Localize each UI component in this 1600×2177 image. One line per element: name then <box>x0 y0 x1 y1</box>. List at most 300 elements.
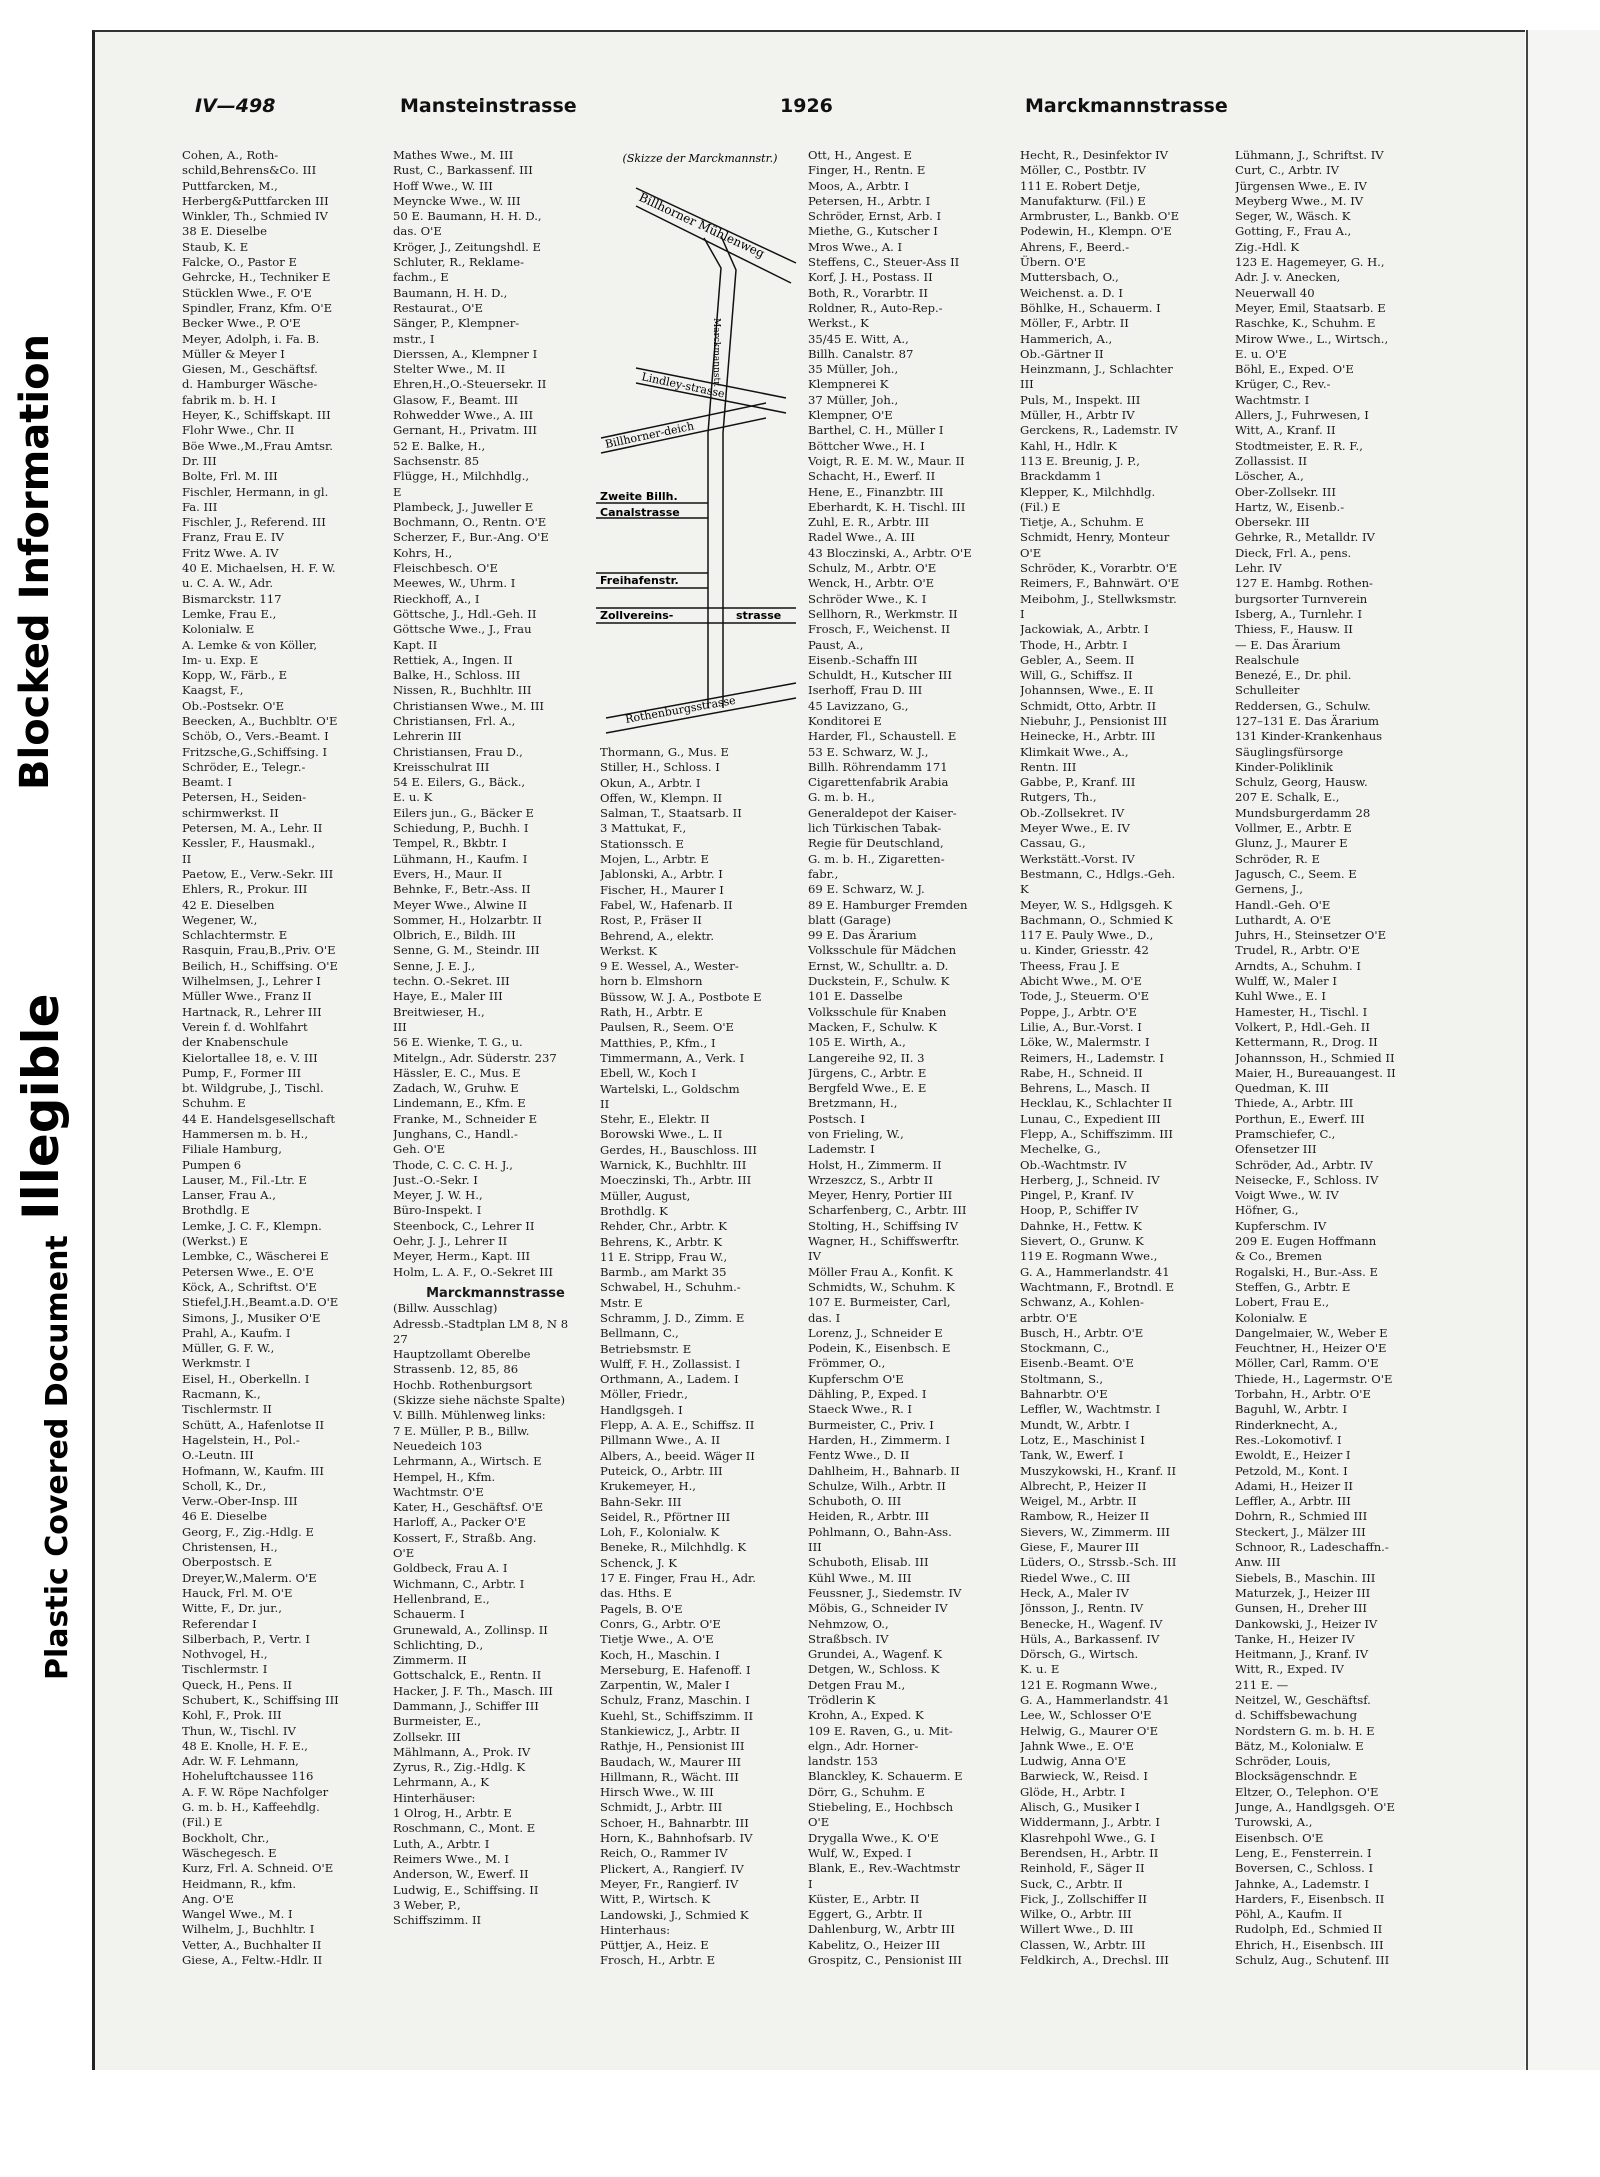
directory-entry: Queck, H., Pens. II <box>182 1677 292 1692</box>
page-number: IV—498 <box>195 95 276 117</box>
directory-entry: O'E <box>808 1815 830 1830</box>
directory-entry: Werkst. K <box>600 943 658 958</box>
directory-entry: Moos, A., Arbtr. I <box>808 178 909 193</box>
directory-entry: Schulz, Franz, Maschin. I <box>600 1693 750 1708</box>
directory-entry: Brothdlg. E <box>182 1203 250 1218</box>
map-label-marckmannstr: Marckmannstr. <box>711 318 721 388</box>
directory-entry: Siebels, B., Maschin. III <box>1235 1570 1376 1585</box>
directory-entry: Werkst., K <box>808 316 869 331</box>
directory-entry: Witt, A., Kranf. II <box>1235 423 1336 438</box>
directory-entry: Fritz Wwe. A. IV <box>182 545 279 560</box>
directory-entry: Ott, H., Angest. E <box>808 148 912 162</box>
directory-entry: Schlachtermstr. E <box>182 928 288 943</box>
directory-entry: Glasow, F., Beamt. III <box>393 392 519 407</box>
directory-entry: Brothdlg. K <box>600 1203 668 1218</box>
directory-entry: Kessler, F., Hausmakl., <box>182 836 316 851</box>
directory-entry: & Co., Bremen <box>1235 1249 1322 1264</box>
directory-entry: Berendsen, H., Arbtr. II <box>1020 1845 1159 1860</box>
directory-entry: Theess, Frau J. E <box>1020 958 1120 973</box>
directory-entry: Dierssen, A., Klempner I <box>393 346 538 361</box>
directory-entry: Mundt, W., Arbtr. I <box>1020 1417 1130 1432</box>
directory-entry: Barmb., am Markt 35 <box>600 1265 727 1280</box>
directory-entry: Langereihe 92, II. 3 <box>808 1050 925 1065</box>
directory-entry: Filiale Hamburg, <box>182 1142 282 1157</box>
directory-entry: 209 E. Eugen Hoffmann <box>1235 1234 1377 1249</box>
directory-entry: (Fil.) E <box>182 1815 223 1830</box>
directory-entry: O'E <box>393 1546 415 1561</box>
directory-entry: Heinecke, H., Arbtr. III <box>1020 729 1156 744</box>
directory-entry: Müller, G. F. W., <box>182 1341 275 1356</box>
directory-entry: 53 E. Schwarz, W. J., <box>808 744 929 759</box>
directory-entry: Ob.-Zollsekret. IV <box>1020 805 1125 820</box>
directory-entry: Gotting, F., Frau A., <box>1235 224 1352 239</box>
directory-entry: Mählmann, A., Prok. IV <box>393 1744 531 1759</box>
directory-entry: Meyncke Wwe., W. III <box>393 193 521 208</box>
directory-entry: Petersen Wwe., E. O'E <box>182 1264 314 1279</box>
directory-entry: Baudach, W., Maurer III <box>600 1754 742 1769</box>
directory-entry: Both, R., Vorarbtr. II <box>808 285 928 300</box>
map-label-lindley-strasse: Lindley-strasse <box>640 370 726 401</box>
directory-entry: Burmeister, E., <box>393 1714 482 1729</box>
directory-entry: 119 E. Rogmann Wwe., <box>1020 1249 1158 1264</box>
directory-column-4 <box>808 148 1013 2008</box>
directory-entry: 7 E. Müller, P. B., Billw. <box>393 1423 530 1438</box>
directory-entry: Nissen, R., Buchhltr. III <box>393 683 532 698</box>
directory-entry: Paust, A., <box>808 637 864 652</box>
directory-entry: Eilers jun., G., Bäcker E <box>393 805 534 820</box>
directory-entry: Hässler, E. C., Mus. E <box>393 1065 521 1080</box>
directory-entry: Fa. III <box>182 499 218 514</box>
directory-entry: Baumann, H. H. D., <box>393 285 508 300</box>
directory-entry: Luthardt, A. O'E <box>1235 912 1332 927</box>
directory-entry: Lembke, C., Wäscherei E <box>182 1249 329 1264</box>
directory-entry: Behrens, K., Arbtr. K <box>600 1234 723 1249</box>
directory-entry: Thiess, F., Hausw. II <box>1235 622 1353 637</box>
directory-entry: Schacht, H., Ewerf. II <box>808 469 936 484</box>
directory-entry: Gernant, H., Privatm. III <box>393 423 537 438</box>
directory-entry: Holst, H., Zimmerm. II <box>808 1157 942 1172</box>
directory-entry: Gebler, A., Seem. II <box>1020 652 1135 667</box>
directory-entry: 42 E. Dieselben <box>182 897 275 912</box>
directory-entry: Zyrus, R., Zig.-Hdlg. K <box>393 1760 526 1775</box>
directory-entry: Adressb.-Stadtplan LM 8, N 8 <box>393 1316 569 1331</box>
directory-entry: schild,Behrens&Co. III <box>182 163 317 178</box>
directory-entry: Schulze, Wilh., Arbtr. II <box>808 1478 946 1493</box>
directory-entry: Schuboth, O. III <box>808 1494 902 1509</box>
directory-entry: Blocksägenschndr. E <box>1235 1769 1358 1784</box>
directory-entry: Giese, F., Maurer III <box>1020 1540 1139 1555</box>
directory-entry: Hirsch Wwe., W. III <box>600 1785 714 1800</box>
directory-entry: 37 Müller, Joh., <box>808 392 899 407</box>
directory-entry: Hecklau, K., Schlachter II <box>1020 1096 1173 1111</box>
directory-entry: Voigt Wwe., W. IV <box>1235 1188 1339 1203</box>
directory-entry: Res.-Lokomotivf. I <box>1235 1432 1342 1447</box>
directory-entry: Weigel, M., Arbtr. II <box>1020 1494 1137 1509</box>
directory-entry: Barthel, C. H., Müller I <box>808 423 944 438</box>
directory-entry: Paetow, E., Verw.-Sekr. III <box>182 866 334 881</box>
directory-entry: Simons, J., Musiker O'E <box>182 1310 321 1325</box>
directory-entry: Heinzmann, J., Schlachter <box>1020 362 1173 377</box>
directory-entry: Gehrke, R., Metalldr. IV <box>1235 530 1375 545</box>
blocked-information-label: Blocked Information <box>12 333 58 790</box>
directory-entry: Petersen, M. A., Lehr. II <box>182 821 323 836</box>
directory-entry: Neuerwall 40 <box>1235 285 1315 300</box>
directory-entry: Glöde, H., Arbtr. I <box>1020 1784 1125 1799</box>
directory-entry: Kohrs, H., <box>393 545 453 560</box>
directory-entry: Albers, A., beeid. Wäger II <box>600 1448 755 1463</box>
directory-entry: Dangelmaier, W., Weber E <box>1235 1325 1388 1340</box>
directory-entry: Hagelstein, H., Pol.- <box>182 1432 300 1447</box>
directory-entry: 52 E. Balke, H., <box>393 438 486 453</box>
directory-entry: Ehlers, R., Prokur. III <box>182 882 308 897</box>
map-label-canalstrasse: Canalstrasse <box>600 506 680 519</box>
directory-entry: Jahnke, A., Lademstr. I <box>1235 1876 1369 1891</box>
directory-entry: Pump, F., Former III <box>182 1065 302 1080</box>
directory-entry: Kröger, J., Zeitungshdl. E <box>393 239 541 254</box>
directory-entry: Meyer, W. S., Hdlgsgeh. K <box>1020 897 1173 912</box>
directory-entry: Stolting, H., Schiffsing IV <box>808 1218 959 1233</box>
directory-entry: Offen, W., Klempn. II <box>600 790 723 805</box>
directory-entry: K. u. E <box>1020 1662 1060 1677</box>
directory-entry: Göttsche Wwe., J., Frau <box>393 622 532 637</box>
directory-entry: Stehr, E., Elektr. II <box>600 1112 710 1127</box>
directory-entry: Allers, J., Fuhrwesen, I <box>1235 408 1369 423</box>
directory-entry: Frosch, H., Arbtr. E <box>600 1953 716 1968</box>
directory-entry: Böttcher Wwe., H. I <box>808 438 925 453</box>
directory-entry: Meyer Wwe., Alwine II <box>393 897 528 912</box>
directory-entry: Rettiek, A., Ingen. II <box>393 652 513 667</box>
directory-entry: Turowski, A., <box>1235 1815 1313 1830</box>
directory-entry: Tanke, H., Heizer IV <box>1235 1631 1355 1646</box>
directory-entry: Merseburg, E. Hafenoff. I <box>600 1662 751 1677</box>
directory-entry: Bolte, Frl. M. III <box>182 469 278 484</box>
directory-entry: Sachsenstr. 85 <box>393 453 480 468</box>
directory-entry: Becker Wwe., P. O'E <box>182 316 301 331</box>
directory-entry: Hoff Wwe., W. III <box>393 178 493 193</box>
directory-entry: Möller, Friedr., <box>600 1387 688 1402</box>
directory-entry: Tietje Wwe., A. O'E <box>600 1632 714 1647</box>
directory-entry: Ober-Zollsekr. III <box>1235 484 1336 499</box>
directory-entry: u. C. A. W., Adr. <box>182 576 274 591</box>
directory-entry: Busch, H., Arbtr. O'E <box>1020 1325 1144 1340</box>
directory-entry: Bätz, M., Kolonialw. E <box>1235 1738 1364 1753</box>
directory-entry: Manufakturw. (Fil.) E <box>1020 193 1146 208</box>
directory-entry: Lehrmann, A., Wirtsch. E <box>393 1454 542 1469</box>
directory-entry: Hoop, P., Schiffer IV <box>1020 1203 1139 1218</box>
directory-entry: Eisenb.-Beamt. O'E <box>1020 1356 1134 1371</box>
directory-entry: E. u. K <box>393 790 433 805</box>
directory-entry: Hartnack, R., Lehrer III <box>182 1004 322 1019</box>
directory-entry: 123 E. Hagemeyer, G. H., <box>1235 255 1385 270</box>
directory-entry: Reddersen, G., Schulw. <box>1235 698 1371 713</box>
directory-entry: Armbruster, L., Bankb. O'E <box>1020 209 1180 224</box>
directory-entry: Meyer, Herm., Kapt. III <box>393 1249 531 1264</box>
directory-entry: Hofmann, W., Kaufm. III <box>182 1463 324 1478</box>
directory-entry: Miethe, G., Kutscher I <box>808 224 938 239</box>
directory-entry: Krüger, C., Rev.- <box>1235 377 1331 392</box>
directory-entry: Leng, E., Fensterrein. I <box>1235 1845 1372 1860</box>
map-label-rothenburgsstrasse: Rothenburgsstrasse <box>624 693 737 726</box>
directory-entry: Eisenbsch. O'E <box>1235 1830 1324 1845</box>
directory-entry: Tank, W., Ewerf. I <box>1020 1448 1124 1463</box>
directory-entry: Lemke, J. C. F., Klempn. <box>182 1218 322 1233</box>
directory-entry: Macken, F., Schulw. K <box>808 1019 937 1034</box>
directory-entry: Mathes Wwe., M. III <box>393 148 514 162</box>
street-sketch-map <box>596 148 804 738</box>
directory-entry: Staeck Wwe., R. I <box>808 1402 913 1417</box>
directory-entry: Behrens, L., Masch. II <box>1020 1081 1151 1096</box>
directory-entry: Weichenst. a. D. I <box>1020 285 1123 300</box>
directory-entry: Jackowiak, A., Arbtr. I <box>1020 622 1149 637</box>
map-label-billhorner-muehlenweg: Billhorner Mühlenweg <box>636 190 767 261</box>
directory-entry: Ernst, W., Schulltr. a. D. <box>808 958 949 973</box>
directory-column-2 <box>393 148 598 2008</box>
directory-entry: Christiansen, Frl. A., <box>393 713 516 728</box>
directory-entry: Schröder, K., Vorarbtr. O'E <box>1020 561 1178 576</box>
directory-entry: Krukemeyer, H., <box>600 1479 696 1494</box>
directory-entry: Meyer, J. W. H., <box>393 1188 483 1203</box>
directory-entry: O'E <box>1020 545 1042 560</box>
directory-entry: techn. O.-Sekret. III <box>393 974 510 989</box>
directory-entry: Goldbeck, Frau A. I <box>393 1561 508 1576</box>
directory-entry: Tischlermstr. II <box>182 1402 272 1417</box>
directory-entry: fachm., E <box>393 270 449 285</box>
directory-entry: Junghans, C., Handl.- <box>393 1127 518 1141</box>
directory-entry: Rinderknecht, A., <box>1235 1417 1338 1432</box>
directory-entry: A. Lemke & von Köller, <box>182 637 318 652</box>
directory-entry: Silberbach, P., Vertr. I <box>182 1631 310 1646</box>
directory-entry: Pöhl, A., Kaufm. II <box>1235 1907 1343 1922</box>
directory-entry: Heiden, R., Arbtr. III <box>808 1509 929 1524</box>
directory-entry: Möller Frau A., Konfit. K <box>808 1264 953 1279</box>
directory-entry: Schröder, Ernst, Arb. I <box>808 209 942 224</box>
directory-entry: Sänger, P., Klempner- <box>393 316 520 331</box>
directory-entry: 38 E. Dieselbe <box>182 224 267 239</box>
directory-entry: Hammersen m. b. H., <box>182 1127 309 1141</box>
directory-entry: Neisecke, F., Schloss. IV <box>1235 1172 1379 1187</box>
directory-entry: 11 E. Stripp, Frau W., <box>600 1249 728 1264</box>
directory-entry: Puteick, O., Arbtr. III <box>600 1463 723 1478</box>
directory-entry: Holm, L. A. F., O.-Sekret III <box>393 1264 554 1279</box>
directory-entry: II <box>600 1096 610 1111</box>
directory-entry: Fentz Wwe., D. II <box>808 1448 910 1463</box>
directory-entry: Schulz, M., Arbtr. O'E <box>808 561 937 576</box>
directory-entry: Eisenb.-Schaffn III <box>808 652 918 667</box>
directory-entry: Dörr, G., Schuhm. E <box>808 1784 926 1799</box>
directory-entry: Cigarettenfabrik Arabia <box>808 775 949 790</box>
directory-entry: Fischler, J., Referend. III <box>182 515 326 530</box>
directory-entry: Kaagst, F., <box>182 683 244 698</box>
directory-entry: Schmidts, W., Schuhm. K <box>808 1279 955 1294</box>
directory-entry: Steffens, C., Steuer-Ass II <box>808 255 960 270</box>
directory-entry: Vollmer, E., Arbtr. E <box>1235 821 1352 836</box>
directory-entry: Jagusch, C., Seem. E <box>1235 866 1357 881</box>
directory-entry: Ebell, W., Koch I <box>600 1066 697 1081</box>
directory-entry: Scholl, K., Dr., <box>182 1478 267 1493</box>
directory-entry: — E. Das Ärarium <box>1235 637 1341 652</box>
directory-entry: Will, G., Schiffsz. II <box>1020 668 1133 683</box>
directory-entry: Giese, A., Feltw.-Hdlr. II <box>182 1953 323 1968</box>
directory-entry: Porthun, E., Ewerf. III <box>1235 1111 1365 1126</box>
directory-entry: I <box>1020 606 1025 621</box>
directory-entry: Drygalla Wwe., K. O'E <box>808 1830 939 1845</box>
directory-entry: Boversen, C., Schloss. I <box>1235 1861 1374 1876</box>
directory-entry: Wartelski, L., Goldschm <box>600 1081 740 1096</box>
directory-entry: Püttjer, A., Heiz. E <box>600 1938 709 1953</box>
directory-entry: Restaurat., O'E <box>393 300 483 315</box>
directory-entry: Klempner, O'E <box>808 408 893 423</box>
directory-entry: 131 Kinder-Krankenhaus <box>1235 729 1383 744</box>
directory-entry: Meyer Wwe., E. IV <box>1020 821 1130 836</box>
directory-entry: fabrik m. b. H. I <box>182 392 276 407</box>
directory-entry: Steckert, J., Mälzer III <box>1235 1524 1366 1539</box>
directory-entry: Wulff, W., Maler I <box>1235 974 1337 989</box>
directory-entry: Ludwig, Anna O'E <box>1020 1754 1127 1769</box>
directory-entry: Trudel, R., Arbtr. O'E <box>1235 943 1360 958</box>
directory-entry: 207 E. Schalk, E., <box>1235 790 1340 805</box>
directory-entry: Fick, J., Zollschiffer II <box>1020 1891 1147 1906</box>
directory-entry: Heck, A., Maler IV <box>1020 1585 1129 1600</box>
directory-entry: Franke, M., Schneider E <box>393 1111 538 1126</box>
directory-entry: Petersen, H., Arbtr. I <box>808 193 931 208</box>
directory-entry: lich Türkischen Tabak- <box>808 821 942 836</box>
directory-entry: II <box>182 851 192 866</box>
directory-entry: Lindemann, E., Kfm. E <box>393 1096 526 1111</box>
directory-entry: Kühl Wwe., M. III <box>808 1570 912 1585</box>
directory-entry: Hochb. Rothenburgsort <box>393 1377 532 1392</box>
directory-entry: Mitelgn., Adr. Süderstr. 237 <box>393 1050 557 1065</box>
directory-entry: Fischler, Hermann, in gl. <box>182 484 329 499</box>
directory-entry: Handlgsgeh. I <box>600 1402 683 1417</box>
directory-entry: 113 E. Breunig, J. P., <box>1020 453 1140 468</box>
directory-entry: Hammerich, A., <box>1020 331 1113 346</box>
left-street-title: Mansteinstrasse <box>400 95 577 117</box>
directory-entry: Albrecht, P., Heizer II <box>1020 1478 1147 1493</box>
directory-entry: Harden, H., Zimmerm. I <box>808 1432 950 1447</box>
directory-entry: Moeczinski, Th., Arbtr. III <box>600 1173 752 1188</box>
directory-entry: Sievers, W., Zimmerm. III <box>1020 1524 1170 1539</box>
directory-entry: Jürgensen Wwe., E. IV <box>1235 178 1367 193</box>
directory-entry: Schöb, O., Vers.-Beamt. I <box>182 729 329 744</box>
directory-entry: Herberg, J., Schneid. IV <box>1020 1172 1160 1187</box>
directory-entry: Eberhardt, K. H. Tischl. III <box>808 499 966 514</box>
directory-entry: Harder, Fl., Schaustell. E <box>808 729 957 744</box>
directory-entry: Borowski Wwe., L. II <box>600 1127 723 1142</box>
map-label-zoll-strasse: strasse <box>736 609 782 622</box>
directory-entry: Anderson, W., Ewerf. II <box>393 1867 529 1882</box>
directory-entry: Sommer, H., Holzarbtr. II <box>393 912 542 927</box>
directory-entry: G. A., Hammerlandstr. 41 <box>1020 1264 1170 1279</box>
directory-entry: Schmidt, Henry, Monteur <box>1020 530 1170 545</box>
directory-entry: Christensen, H., <box>182 1540 278 1555</box>
directory-entry: Tischlermstr. I <box>182 1662 268 1677</box>
directory-entry: Bretzmann, H., <box>808 1096 898 1111</box>
directory-entry: Meyberg Wwe., M. IV <box>1235 193 1364 208</box>
directory-entry: Kohl, F., Prok. III <box>182 1708 282 1723</box>
directory-entry: Böe Wwe.,M.,Frau Amtsr. <box>182 438 333 453</box>
directory-entry: Kettermann, R., Drog. II <box>1235 1035 1378 1050</box>
directory-entry: 105 E. Wirth, A., <box>808 1035 906 1050</box>
directory-entry: Wichmann, C., Arbtr. I <box>393 1576 525 1591</box>
directory-entry: d. Hamburger Wäsche- <box>182 377 318 392</box>
directory-entry: Kielortallee 18, e. V. III <box>182 1050 318 1065</box>
directory-entry: Korf, J. H., Postass. II <box>808 270 933 285</box>
directory-entry: Oberpostsch. E <box>182 1555 273 1570</box>
directory-entry: Gernens, J., <box>1235 882 1303 897</box>
directory-entry: Rieckhoff, A., I <box>393 591 480 606</box>
directory-entry: Schlichting, D., <box>393 1637 484 1652</box>
directory-entry: Frosch, F., Weichenst. II <box>808 622 951 637</box>
directory-entry: Arndts, A., Schuhm. I <box>1235 958 1361 973</box>
directory-entry: Finger, H., Rentn. E <box>808 163 926 178</box>
directory-entry: 40 E. Michaelsen, H. F. W. <box>182 561 336 576</box>
directory-entry: Stücklen Wwe., F. O'E <box>182 285 312 300</box>
directory-entry: 44 E. Handelsgesellschaft <box>182 1111 335 1126</box>
map-caption: (Skizze der Marckmannstr.) <box>622 152 778 165</box>
directory-entry: Mstr. E <box>600 1295 643 1310</box>
directory-entry: Reimers, H., Lademstr. I <box>1020 1050 1164 1065</box>
directory-entry: Referendar I <box>182 1616 257 1631</box>
right-street-title: Marckmannstrasse <box>1025 95 1228 117</box>
directory-entry: Schuboth, Elisab. III <box>808 1555 929 1570</box>
directory-entry: Pagels, B. O'E <box>600 1601 683 1616</box>
directory-entry: Senne, J. E. J., <box>393 958 476 973</box>
street-section-title: Marckmannstrasse <box>426 1285 565 1301</box>
scan-bottom-margin <box>92 2070 1600 2177</box>
directory-entry: Lorenz, J., Schneider E <box>808 1325 943 1340</box>
directory-entry: Wrzeszcz, S., Arbtr II <box>808 1172 933 1187</box>
directory-entry: Pohlmann, O., Bahn-Ass. <box>808 1524 952 1539</box>
directory-entry: Bismarckstr. 117 <box>182 591 282 606</box>
directory-entry: (Werkst.) E <box>182 1234 248 1249</box>
year: 1926 <box>780 95 833 117</box>
directory-entry: Christiansen Wwe., M. III <box>393 698 544 713</box>
directory-entry: Dieck, Frl. A., pens. <box>1235 545 1352 560</box>
directory-entry: Lehrerin III <box>393 729 462 744</box>
directory-entry: Cohen, A., Roth- <box>182 148 279 162</box>
directory-entry: Zollsekr. III <box>393 1729 461 1744</box>
directory-entry: von Frieling, W., <box>808 1127 904 1141</box>
directory-entry: Schenck, J. K <box>600 1555 677 1570</box>
directory-entry: das. Hths. E <box>600 1586 672 1601</box>
directory-entry: Johannsson, H., Schmied II <box>1235 1050 1395 1065</box>
directory-entry: Rehder, Chr., Arbtr. K <box>600 1219 727 1234</box>
directory-entry: Schwanz, A., Kohlen- <box>1020 1295 1144 1310</box>
directory-entry: d. Schiffsbewachung <box>1235 1708 1358 1723</box>
directory-entry: Benecke, H., Wagenf. IV <box>1020 1616 1163 1631</box>
directory-entry: V. Billh. Mühlenweg links: <box>393 1408 546 1423</box>
directory-entry: Grospitz, C., Pensionist III <box>808 1953 962 1968</box>
directory-entry: Ang. O'E <box>182 1891 234 1906</box>
directory-entry: Fleischbesch. O'E <box>393 561 498 576</box>
directory-entry: Adr. W. F. Lehmann, <box>182 1754 299 1769</box>
directory-entry: Cassau, G., <box>1020 836 1086 851</box>
directory-entry: Haye, E., Maler III <box>393 989 503 1004</box>
directory-entry: Kuhl Wwe., E. I <box>1235 989 1326 1004</box>
directory-entry: Konditorei E <box>808 713 882 728</box>
directory-entry: Baguhl, W., Arbtr. I <box>1235 1402 1348 1417</box>
directory-entry: (Skizze siehe nächste Spalte) <box>393 1393 566 1408</box>
directory-entry: Eisel, H., Oberkelln. I <box>182 1371 310 1386</box>
directory-entry: Gabbe, P., Kranf. III <box>1020 775 1136 790</box>
directory-entry: Just.-O.-Sekr. I <box>393 1172 478 1187</box>
directory-entry: Wilhelmsen, J., Lehrer I <box>182 974 321 989</box>
directory-entry: Büssow, W. J. A., Postbote E <box>600 989 762 1004</box>
directory-entry: Reinhold, F., Säger II <box>1020 1861 1145 1876</box>
map-label-freihafenstr: Freihafenstr. <box>600 574 679 587</box>
directory-entry: Steffen, G., Arbtr. E <box>1235 1279 1351 1294</box>
directory-entry: 127 E. Hambg. Rothen- <box>1235 576 1373 591</box>
